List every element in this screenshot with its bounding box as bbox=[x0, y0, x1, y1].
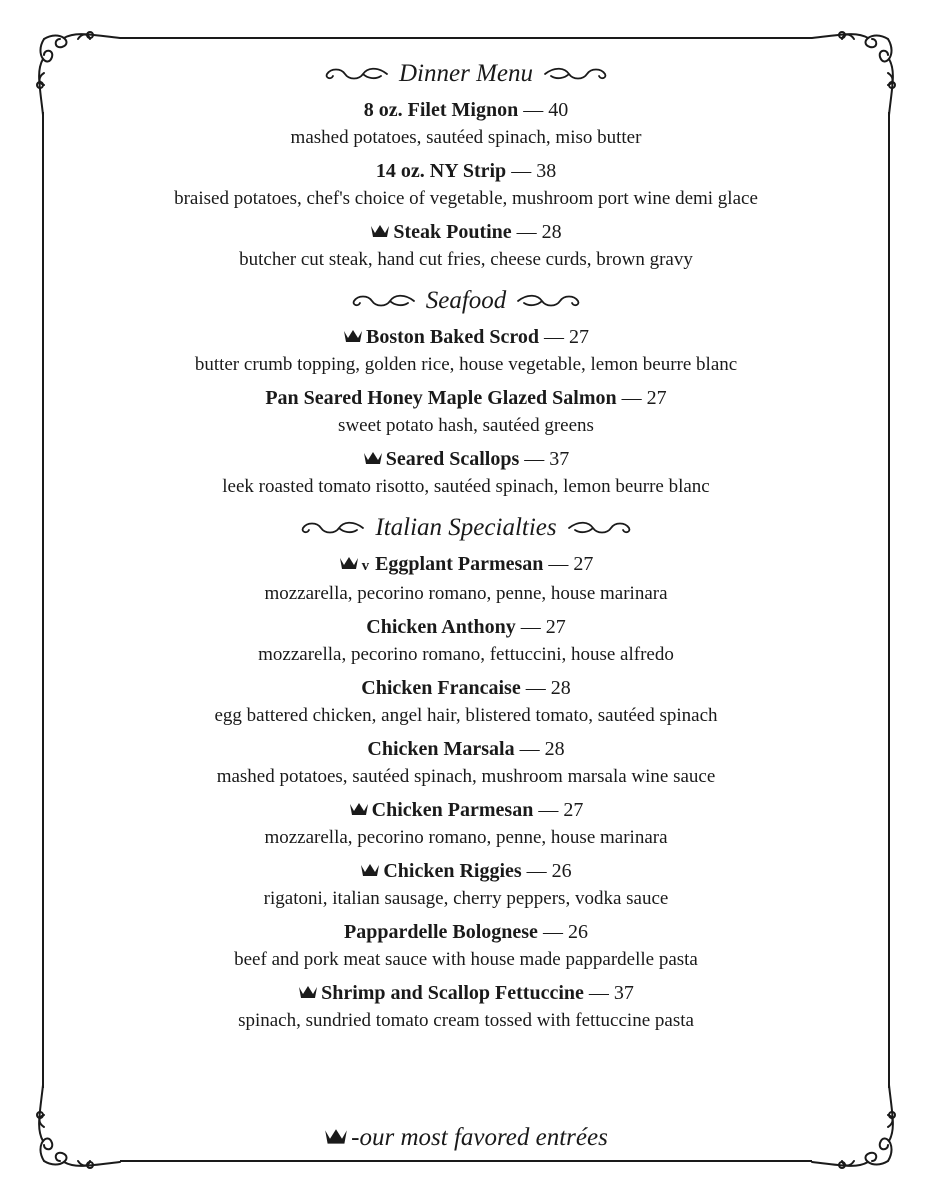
dish-price: 26 bbox=[567, 921, 588, 943]
menu-item bbox=[0, 323, 932, 378]
dish-line bbox=[0, 674, 932, 702]
section-heading bbox=[0, 52, 932, 96]
frame-bottom-line bbox=[120, 1160, 812, 1162]
price-separator: — bbox=[516, 221, 537, 243]
dish-price: 38 bbox=[536, 160, 557, 182]
dish-line bbox=[0, 218, 932, 246]
menu-item bbox=[0, 735, 932, 790]
dish-price: 26 bbox=[551, 860, 572, 882]
dish-name: Chicken Parmesan bbox=[371, 799, 534, 821]
dish-price: 40 bbox=[548, 99, 569, 121]
section-title: Italian Specialties bbox=[375, 514, 557, 541]
menu-item bbox=[0, 796, 932, 851]
crown-icon bbox=[349, 802, 369, 817]
crown-icon bbox=[298, 985, 318, 1000]
dish-price: 27 bbox=[545, 616, 566, 638]
dish-name: 14 oz. NY Strip bbox=[375, 160, 507, 182]
dish-name: Chicken Anthony bbox=[366, 616, 516, 638]
dish-description: spinach, sundried tomato cream tossed with fettuccine pasta bbox=[238, 1010, 694, 1031]
dish-description: mozzarella, pecorino romano, fettuccini, house alfredo bbox=[258, 644, 674, 665]
dish-price: 27 bbox=[646, 387, 667, 409]
price-separator: — bbox=[548, 553, 569, 575]
dish-name: Seared Scallops bbox=[385, 448, 520, 470]
dish-line bbox=[0, 550, 932, 580]
dish-name: Shrimp and Scallop Fettuccine bbox=[321, 982, 584, 1004]
menu-item bbox=[0, 857, 932, 912]
menu-item bbox=[0, 445, 932, 500]
dish-line bbox=[0, 979, 932, 1007]
dish-description: egg battered chicken, angel hair, blistered tomato, sautéed spinach bbox=[214, 705, 718, 726]
dish-line bbox=[0, 323, 932, 351]
dish-description: leek roasted tomato risotto, sautéed spinach, lemon beurre blanc bbox=[222, 476, 710, 497]
price-separator: — bbox=[526, 860, 547, 882]
crown-icon bbox=[360, 863, 380, 878]
price-separator: — bbox=[621, 387, 642, 409]
section-heading bbox=[0, 279, 932, 323]
section-title: Seafood bbox=[425, 287, 507, 314]
dish-description: butter crumb topping, golden rice, house vegetable, lemon beurre blanc bbox=[194, 354, 738, 375]
flourish-right-icon bbox=[543, 64, 609, 84]
crown-icon bbox=[370, 224, 390, 239]
dish-line bbox=[0, 613, 932, 641]
dish-description: butcher cut steak, hand cut fries, cheese curds, brown gravy bbox=[239, 249, 693, 270]
crown-icon bbox=[343, 329, 363, 344]
dish-description: beef and pork meat sauce with house made pappardelle pasta bbox=[234, 949, 698, 970]
frame-top-line bbox=[120, 37, 812, 39]
dish-name: Eggplant Parmesan bbox=[375, 553, 544, 575]
menu-item bbox=[0, 550, 932, 607]
dish-line bbox=[0, 384, 932, 412]
price-separator: — bbox=[524, 448, 545, 470]
dish-name: Pan Seared Honey Maple Glazed Salmon bbox=[265, 387, 617, 409]
price-separator: — bbox=[588, 982, 609, 1004]
dish-description: mashed potatoes, sautéed spinach, miso butter bbox=[290, 127, 642, 148]
dish-price: 28 bbox=[541, 221, 562, 243]
dish-price: 28 bbox=[550, 677, 571, 699]
dish-line bbox=[0, 918, 932, 946]
flourish-left-icon bbox=[299, 518, 365, 538]
dish-name: Steak Poutine bbox=[393, 221, 512, 243]
dish-description: mashed potatoes, sautéed spinach, mushroom marsala wine sauce bbox=[216, 766, 716, 787]
menu-item bbox=[0, 979, 932, 1034]
menu-item bbox=[0, 674, 932, 729]
dish-price: 27 bbox=[569, 326, 589, 348]
dish-name: Chicken Marsala bbox=[367, 738, 515, 760]
dish-line bbox=[0, 157, 932, 185]
dish-line bbox=[0, 735, 932, 763]
price-separator: — bbox=[520, 616, 541, 638]
flourish-left-icon bbox=[323, 64, 389, 84]
dish-price: 27 bbox=[563, 799, 584, 821]
dish-name: Chicken Riggies bbox=[383, 860, 522, 882]
footnote-text: -our most favored entrées bbox=[351, 1124, 608, 1151]
menu-item bbox=[0, 384, 932, 439]
crown-icon bbox=[324, 1128, 348, 1146]
dish-description: mozzarella, pecorino romano, penne, house marinara bbox=[264, 827, 668, 848]
menu-item bbox=[0, 218, 932, 273]
dish-description: braised potatoes, chef's choice of vegetable, mushroom port wine demi glace bbox=[174, 188, 758, 209]
menu-body bbox=[0, 52, 932, 1040]
price-separator: — bbox=[542, 921, 563, 943]
dish-name: Pappardelle Bolognese bbox=[344, 921, 538, 943]
dish-name: Chicken Francaise bbox=[361, 677, 521, 699]
dish-price: 28 bbox=[544, 738, 565, 760]
flourish-right-icon bbox=[567, 518, 633, 538]
price-separator: — bbox=[523, 99, 544, 121]
vegetarian-marker: v bbox=[361, 558, 370, 574]
price-separator: — bbox=[511, 160, 532, 182]
price-separator: — bbox=[525, 677, 546, 699]
dish-name: 8 oz. Filet Mignon bbox=[363, 99, 519, 121]
menu-item bbox=[0, 157, 932, 212]
price-separator: — bbox=[519, 738, 540, 760]
dish-line bbox=[0, 796, 932, 824]
dish-price: 27 bbox=[573, 553, 594, 575]
dish-description: mozzarella, pecorino romano, penne, house marinara bbox=[264, 583, 668, 604]
dish-price: 37 bbox=[549, 448, 570, 470]
menu-item bbox=[0, 96, 932, 151]
flourish-right-icon bbox=[516, 291, 582, 311]
section-heading bbox=[0, 506, 932, 550]
dish-line bbox=[0, 445, 932, 473]
footnote bbox=[0, 1124, 932, 1152]
dish-description: rigatoni, italian sausage, cherry peppers, vodka sauce bbox=[263, 888, 669, 909]
crown-icon bbox=[363, 451, 383, 466]
dish-name: Boston Baked Scrod bbox=[365, 326, 539, 348]
dish-price: 37 bbox=[613, 982, 634, 1004]
dish-line bbox=[0, 96, 932, 124]
menu-item bbox=[0, 613, 932, 668]
dish-description: sweet potato hash, sautéed greens bbox=[338, 415, 594, 436]
price-separator: — bbox=[538, 799, 559, 821]
price-separator: — bbox=[544, 326, 564, 348]
menu-item bbox=[0, 918, 932, 973]
flourish-left-icon bbox=[350, 291, 416, 311]
section-title: Dinner Menu bbox=[399, 60, 533, 87]
crown-icon bbox=[339, 556, 359, 571]
dish-line bbox=[0, 857, 932, 885]
